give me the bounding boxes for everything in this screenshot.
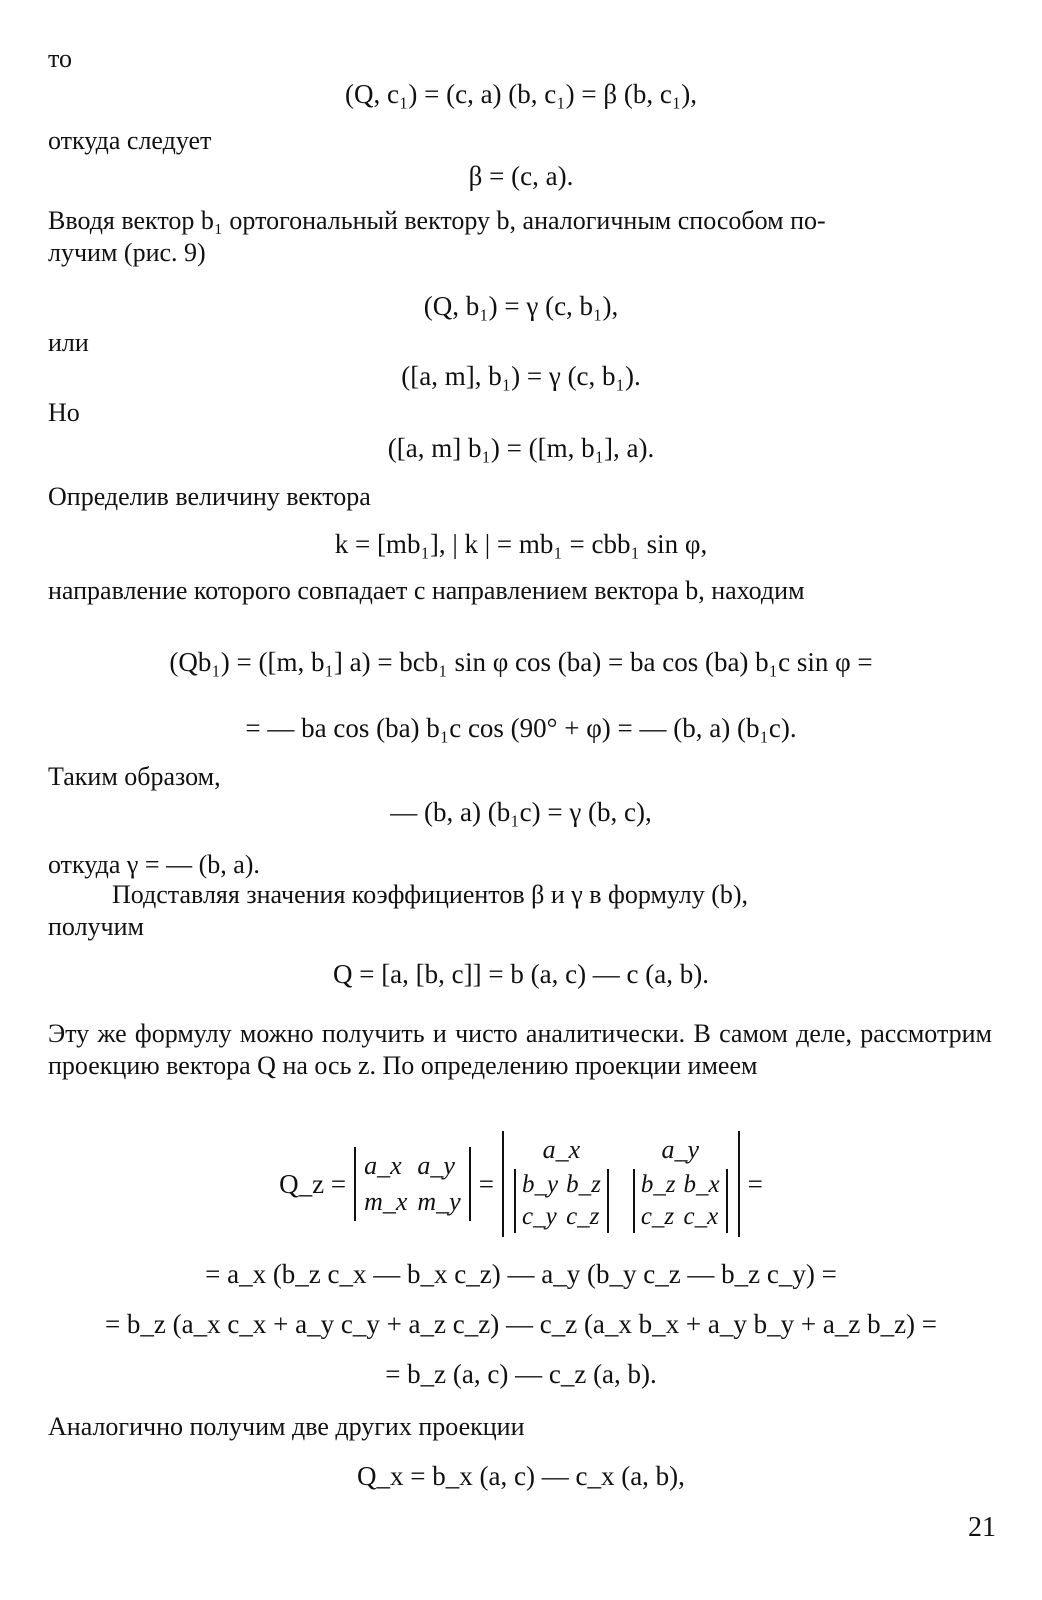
equation: ([a, m], b₁) = γ (c, b₁). [401, 361, 641, 391]
text-line: лучим (рис. 9) [48, 238, 206, 267]
det-cell: b_y [521, 1171, 559, 1198]
det-lhs: Q_z = [279, 1168, 347, 1199]
equation: k = [mb₁], | k | = mb₁ = cbb₁ sin φ, [334, 529, 708, 559]
det-cell: c_z [566, 1203, 600, 1230]
det-cell: b_x [683, 1171, 720, 1198]
equation: Q_x = b_x (a, c) — c_x (a, b), [357, 1461, 685, 1491]
equation: = b_z (a_x c_x + a_y c_y + a_z c_z) — c_z (a_x b_x + a_y b_y + a_z b_z) = [104, 1309, 938, 1339]
text-line: Вводя вектор b₁ ортогональный вектору b, аналогичным способом по- [48, 206, 826, 235]
text-line: Но [48, 398, 80, 427]
det-cell: b_z [640, 1171, 676, 1198]
det-cell: c_z [640, 1203, 675, 1230]
text-line: Таким образом, [48, 762, 221, 791]
equation: β = (c, a). [468, 161, 574, 191]
page-number: 21 [968, 1512, 996, 1543]
equation: = b_z (a, c) — c_z (a, b). [385, 1359, 657, 1389]
det-head: a_x [542, 1135, 581, 1164]
determinant-minor [514, 1169, 609, 1233]
equation: — (b, a) (b₁c) = γ (b, c), [390, 797, 652, 827]
text-line: Аналогично получим две других проекции [48, 1412, 525, 1441]
determinant-equation [0, 1124, 1042, 1244]
equation: = — ba cos (ba) b₁c cos (90° + φ) = — (b, a) (b₁c). [245, 713, 797, 743]
text-line: получим [48, 912, 144, 941]
equation: (Q, c₁) = (c, a) (b, c₁) = β (b, c₁), [344, 79, 698, 109]
text-line: направление которого совпадает с направлением вектора b, находим [48, 576, 805, 605]
text-line: откуда следует [48, 126, 212, 155]
det-cell: m_x [364, 1187, 408, 1216]
text-line: то [48, 44, 73, 73]
text-line: откуда γ = — (b, a). [48, 850, 260, 879]
det-cell: a_y [417, 1151, 455, 1180]
det-col [633, 1135, 728, 1233]
det-eq: = [478, 1168, 494, 1199]
det-head: a_y [661, 1135, 699, 1164]
determinant-2x2 [354, 1147, 471, 1221]
paragraph: Эту же формулу можно получить и чисто аналитически. В самом деле, рассмотрим проекцию вектора Q на ось z. По определению проекции имеем [48, 1019, 992, 1080]
determinant-outer [502, 1131, 740, 1237]
det-cell: b_z [566, 1171, 601, 1198]
equation: ([a, m] b₁) = ([m, b₁], a). [387, 433, 655, 463]
equation: Q = [a, [b, c]] = b (a, c) — c (a, b). [332, 959, 710, 989]
text-line: или [48, 328, 89, 357]
det-tail: = [747, 1168, 763, 1199]
det-cell: c_y [521, 1203, 557, 1230]
equation: = a_x (b_z c_x — b_x c_z) — a_y (b_y c_z — b_z c_y) = [205, 1259, 837, 1289]
determinant-minor [633, 1169, 728, 1233]
det-cell: a_x [364, 1151, 402, 1180]
equation: (Q, b₁) = γ (c, b₁), [423, 291, 619, 321]
det-col [514, 1135, 609, 1233]
equation: (Qb₁) = ([m, b₁] a) = bcb₁ sin φ cos (ba) = ba cos (ba) b₁c sin φ = [169, 647, 873, 677]
det-cell: m_y [417, 1187, 461, 1216]
text-line: Определив величину вектора [48, 482, 371, 511]
det-cell: c_x [683, 1203, 719, 1230]
text-line: Подставляя значения коэффициентов β и γ в формулу (b), [112, 880, 749, 909]
